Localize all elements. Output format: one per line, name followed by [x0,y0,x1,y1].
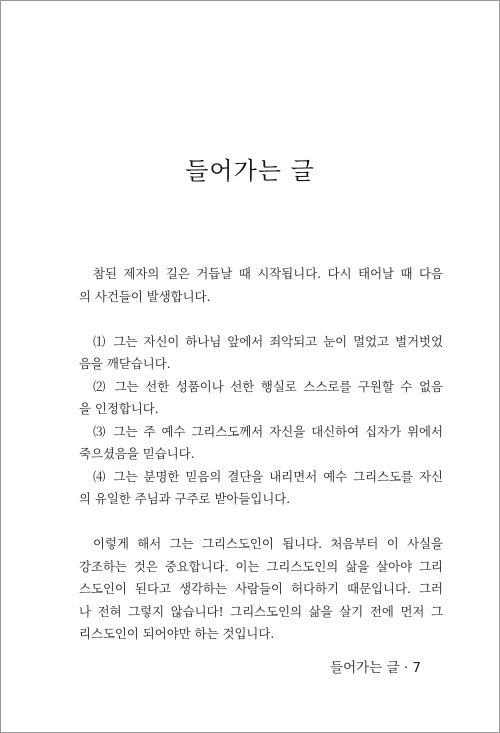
body-text [79,263,443,646]
text-line: 이렇게 해서 그는 그리스도인이 됩니다. 처음부터 이 사실을 [93,536,443,551]
text-line: 리스도인이 되어야만 하는 것입니다. [79,626,275,641]
text-line: 죽으셨음을 믿습니다. [79,446,195,461]
point-1 [79,331,443,376]
point-3 [79,421,443,466]
text-line: 을 인정합니다. [79,401,159,416]
text-line: 스도인이 된다고 생각하는 사람들이 허다하기 때문입니다. 그러 [79,581,443,596]
page-footer: 들어가는 글 · 7 [330,660,421,676]
text-line: ⑵ 그는 선한 성품이나 선한 행실로 스스로를 구원할 수 없음 [93,378,443,394]
text-line: ⑷ 그는 분명한 믿음의 결단을 내리면서 예수 그리스도를 자신 [93,468,443,484]
paragraph-gap [79,308,443,331]
text-line: 참된 제자의 길은 거듭날 때 시작됩니다. 다시 태어날 때 다음 [93,266,443,281]
text-line: ⑴ 그는 자신이 하나님 앞에서 죄악되고 눈이 멀었고 벌거벗었 [93,333,443,349]
intro-paragraph [79,263,443,308]
text-line: 나 전혀 그렇지 않습니다! 그리스도인의 삶을 살기 전에 먼저 그 [79,603,443,619]
text-line: 음을 깨닫습니다. [79,356,171,371]
text-line: ⑶ 그는 주 예수 그리스도께서 자신을 대신하여 십자가 위에서 [93,423,443,439]
chapter-title: 들어가는 글 [185,157,315,185]
point-4 [79,466,443,511]
paragraph-gap [79,511,443,534]
point-2 [79,376,443,421]
text-line: 의 사건들이 발생합니다. [79,288,211,304]
text-line: 의 유일한 주님과 구주로 받아들입니다. [79,491,291,506]
text-line: 강조하는 것은 중요합니다. 이는 그리스도인의 삶을 살아야 그리 [79,558,443,574]
closing-paragraph [79,533,443,646]
